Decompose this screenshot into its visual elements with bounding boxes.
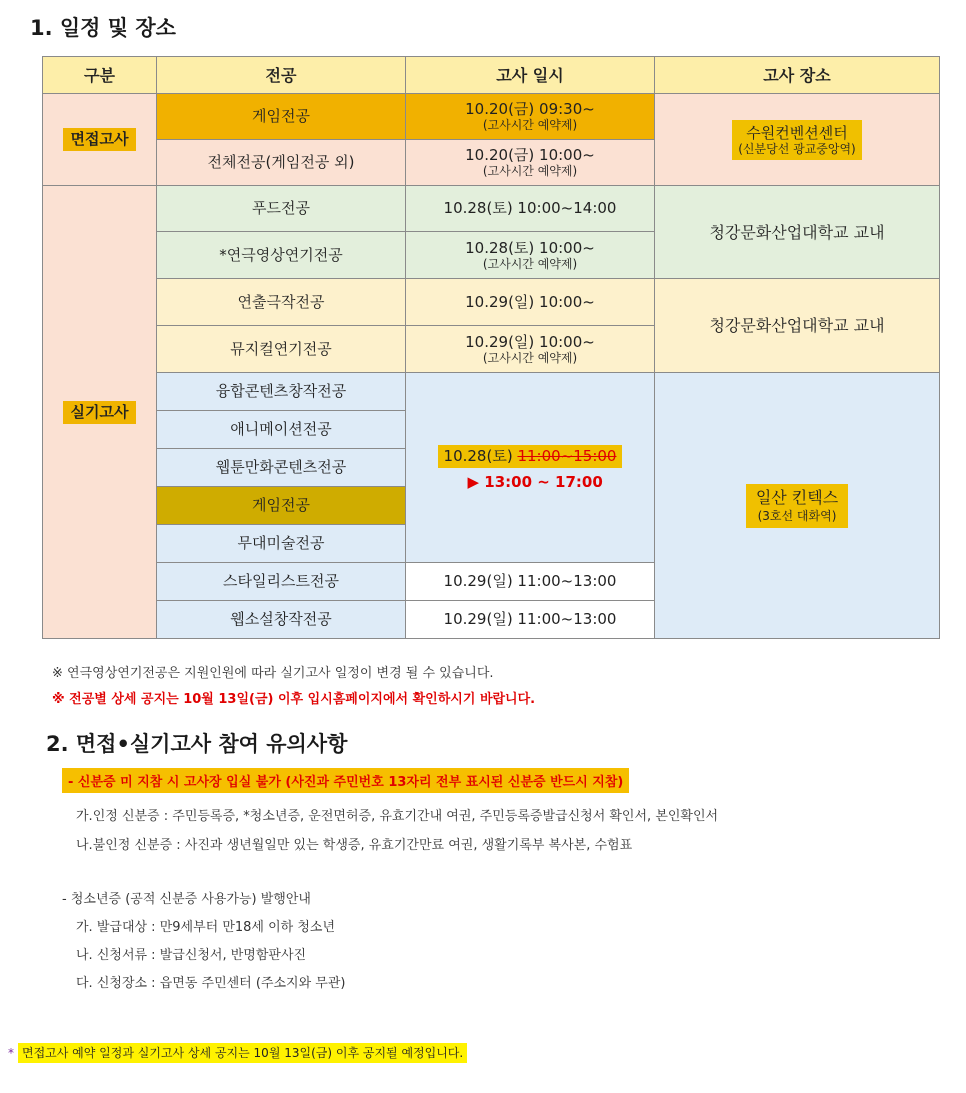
date-text: 10.29(일) 10:00~ — [465, 292, 595, 311]
id-warning: - 신분증 미 지참 시 고사장 입실 불가 (사진과 주민번호 13자리 전부 표시된 신분증 반드시 지참) — [62, 768, 629, 793]
footer-text: 면접고사 예약 일정과 실기고사 상세 공지는 10월 13일(금) 이후 공지될 예정입니다. — [18, 1043, 467, 1063]
header-venue: 고사 장소 — [655, 57, 940, 94]
date-sub-text: (고사시간 예약제) — [482, 350, 578, 365]
youth-id-item2: 나. 신청서류 : 발급신청서, 반명함판사진 — [76, 948, 307, 963]
venue-cell-suwon — [655, 94, 940, 186]
practical-cell — [43, 186, 157, 639]
date-cell: 10.29(일) 11:00~13:00 — [406, 601, 655, 639]
practical-label: 실기고사 — [63, 401, 137, 424]
interview-cell — [43, 94, 157, 186]
date-sub-text: (고사시간 예약제) — [482, 118, 578, 132]
major-cell: 웹소설창작전공 — [157, 601, 406, 639]
table-row — [43, 279, 940, 326]
venue-cell-campus2: 청강문화산업대학교 교내 — [655, 279, 940, 373]
table-row — [43, 94, 940, 140]
date-cell — [406, 326, 655, 373]
date-cell — [406, 140, 655, 186]
interview-label: 면접고사 — [63, 128, 137, 151]
venue-suwon-sub: (신분당선 광교중앙역) — [738, 141, 856, 156]
major-cell: 푸드전공 — [157, 186, 406, 232]
date-cell: 10.29(일) 11:00~13:00 — [406, 563, 655, 601]
venue-cell-ilsan — [655, 373, 940, 639]
major-cell: 융합콘텐츠창작전공 — [157, 373, 406, 411]
youth-id-item3: 다. 신청장소 : 읍면동 주민센터 (주소지와 무관) — [76, 976, 346, 991]
header-date: 고사 일시 — [406, 57, 655, 94]
group-date-cell — [406, 373, 655, 563]
new-time: ▶ 13:00 ~ 17:00 — [467, 472, 603, 491]
id-invalid-list: 나.불인정 신분증 : 사진과 생년월일만 있는 학생증, 유효기간만료 여권, 생활기록부 복사본, 수험표 — [76, 838, 633, 853]
header-category: 구분 — [43, 57, 157, 94]
major-cell: 연출극작전공 — [157, 279, 406, 326]
note-schedule-change: ※ 연극영상연기전공은 지원인원에 따라 실기고사 일정이 변경 될 수 있습니다. — [52, 666, 494, 681]
old-time: 11:00~15:00 — [517, 446, 617, 465]
venue-suwon-box — [732, 120, 862, 160]
date-text: 10.20(금) 09:30~ — [465, 100, 595, 118]
id-valid-list: 가.인정 신분증 : 주민등록증, *청소년증, 운전면허증, 유효기간내 여권, 주민등록증발급신청서 확인서, 본인확인서 — [76, 809, 719, 824]
table-header-row — [43, 57, 940, 94]
old-date-box — [438, 445, 623, 468]
footer-star: * — [8, 1046, 14, 1060]
schedule-table — [42, 56, 940, 639]
date-cell — [406, 186, 655, 232]
group-date — [438, 445, 623, 491]
venue-ilsan-sub: (3호선 대화역) — [757, 508, 837, 523]
footer-notice — [8, 1044, 467, 1061]
date-text: 10.29(일) 10:00~ — [465, 332, 595, 351]
group-date-prefix: 10.28(토) — [443, 446, 518, 465]
venue-cell-campus1: 청강문화산업대학교 교내 — [655, 186, 940, 279]
section1-title: 1. 일정 및 장소 — [30, 16, 176, 40]
venue-ilsan-box — [746, 484, 848, 528]
date-cell — [406, 232, 655, 279]
major-cell: 전체전공(게임전공 외) — [157, 140, 406, 186]
header-major: 전공 — [157, 57, 406, 94]
major-cell: 뮤지컬연기전공 — [157, 326, 406, 373]
major-cell: 웹툰만화콘텐츠전공 — [157, 449, 406, 487]
table-row — [43, 186, 940, 232]
major-cell: 무대미술전공 — [157, 525, 406, 563]
youth-id-item1: 가. 발급대상 : 만9세부터 만18세 이하 청소년 — [76, 920, 336, 935]
date-text: 10.28(토) 10:00~14:00 — [443, 199, 617, 217]
major-cell: *연극영상연기전공 — [157, 232, 406, 279]
date-text: 10.28(토) 10:00~ — [465, 238, 595, 257]
date-sub-text: (고사시간 예약제) — [482, 256, 578, 271]
youth-id-title: - 청소년증 (공적 신분증 사용가능) 발행안내 — [62, 892, 311, 907]
date-sub-text: (고사시간 예약제) — [482, 164, 578, 178]
major-cell: 게임전공 — [157, 94, 406, 140]
venue-ilsan: 일산 킨텍스 — [755, 487, 839, 507]
section2-title: 2. 면접•실기고사 참여 유의사항 — [46, 732, 348, 756]
note-detail-notice: ※ 전공별 상세 공지는 10월 13일(금) 이후 입시홈페이지에서 확인하시기 바랍니다. — [52, 692, 536, 707]
date-text: 10.20(금) 10:00~ — [465, 146, 595, 164]
table-row — [43, 373, 940, 411]
venue-suwon: 수원컨벤션센터 — [746, 123, 848, 142]
date-cell — [406, 94, 655, 140]
major-cell: 게임전공 — [157, 487, 406, 525]
date-cell — [406, 279, 655, 326]
major-cell: 스타일리스트전공 — [157, 563, 406, 601]
major-cell: 애니메이션전공 — [157, 411, 406, 449]
